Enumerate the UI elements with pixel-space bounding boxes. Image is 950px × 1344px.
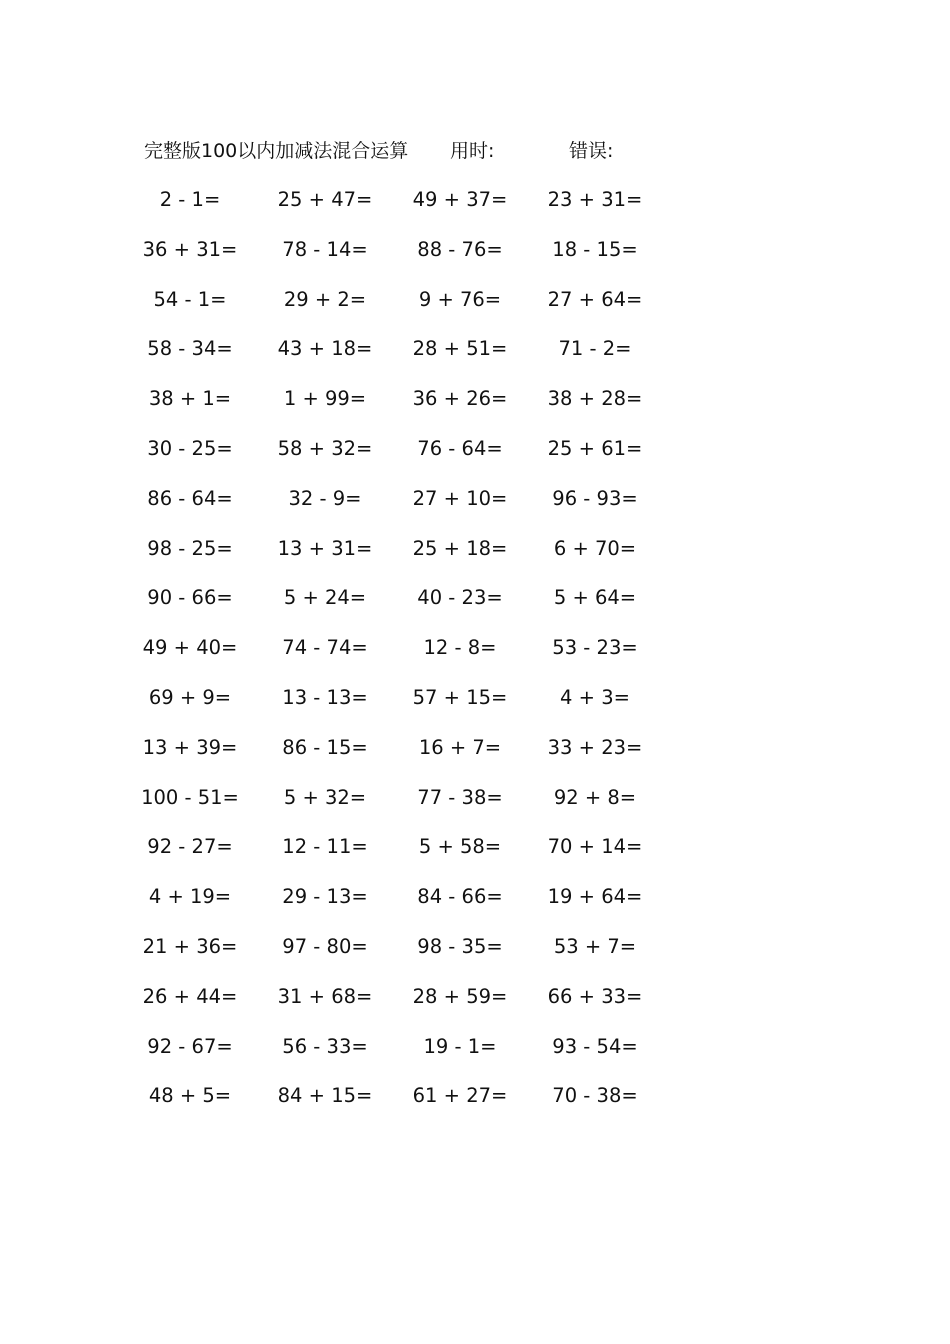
problem-row: [140, 186, 660, 236]
math-problem: 71 - 2=: [558, 337, 632, 361]
problem-row: [140, 983, 660, 1033]
problem-row: [140, 883, 660, 933]
math-problem: 5 + 32=: [283, 785, 367, 809]
math-problem: 1 + 99=: [283, 387, 367, 411]
math-problem: 23 + 31=: [547, 188, 643, 211]
math-problem: 4 + 19=: [148, 885, 232, 909]
math-problem: 12 - 11=: [282, 835, 368, 859]
math-problem: 31 + 68=: [277, 984, 373, 1008]
math-problem: 97 - 80=: [282, 934, 368, 958]
problem-row: [140, 734, 660, 784]
math-problem: 90 - 66=: [147, 586, 233, 610]
math-problem: 58 - 34=: [147, 337, 233, 361]
problem-row: [140, 236, 660, 286]
math-problem: 43 + 18=: [277, 337, 373, 361]
math-problem: 28 + 51=: [412, 337, 508, 361]
math-problem: 38 + 1=: [148, 387, 232, 411]
math-problem: 76 - 64=: [417, 436, 503, 460]
errors-label: 错误:: [569, 140, 614, 162]
math-problem: 36 + 26=: [412, 387, 508, 411]
math-problem: 4 + 3=: [560, 685, 630, 709]
problem-row: [140, 535, 660, 585]
problem-row: [140, 335, 660, 385]
problem-row: [140, 435, 660, 485]
problem-row: [140, 684, 660, 734]
time-label: 用时:: [450, 140, 495, 162]
math-problem: 6 + 70=: [553, 536, 637, 560]
math-problem: 54 - 1=: [153, 287, 227, 311]
math-problem: 12 - 8=: [423, 636, 497, 660]
math-problem: 25 + 61=: [547, 436, 643, 460]
math-problem: 13 + 31=: [277, 536, 373, 560]
math-problem: 58 + 32=: [277, 436, 373, 460]
problem-row: [140, 634, 660, 684]
math-problem: 49 + 37=: [412, 188, 508, 211]
math-problem: 38 + 28=: [547, 387, 643, 411]
math-problem: 32 - 9=: [288, 486, 362, 510]
math-problem: 77 - 38=: [417, 785, 503, 809]
math-problem: 66 + 33=: [547, 984, 643, 1008]
problem-row: [140, 784, 660, 834]
math-problem: 88 - 76=: [417, 237, 503, 261]
math-problem: 21 + 36=: [142, 934, 238, 958]
math-problem: 69 + 9=: [148, 685, 232, 709]
problem-row: [140, 286, 660, 336]
math-problem: 98 - 25=: [147, 536, 233, 560]
math-problem: 30 - 25=: [147, 436, 233, 460]
math-problem: 18 - 15=: [552, 237, 638, 261]
math-problem: 96 - 93=: [552, 486, 638, 510]
math-problem: 86 - 64=: [147, 486, 233, 510]
math-problem: 78 - 14=: [282, 237, 368, 261]
math-problem: 26 + 44=: [142, 984, 238, 1008]
problem-row: [140, 833, 660, 883]
math-problem: 84 + 15=: [277, 1084, 373, 1108]
math-problem: 61 + 27=: [412, 1084, 508, 1108]
math-problem: 100 - 51=: [141, 785, 239, 809]
math-problem: 5 + 58=: [418, 835, 502, 859]
math-problem: 74 - 74=: [282, 636, 368, 660]
math-problem: 5 + 24=: [283, 586, 367, 610]
math-problem: 27 + 10=: [412, 486, 508, 510]
math-problem: 57 + 15=: [412, 685, 508, 709]
math-problem: 19 + 64=: [547, 885, 643, 909]
math-problem: 29 + 2=: [283, 287, 367, 311]
math-problem: 27 + 64=: [547, 287, 643, 311]
math-problem: 5 + 64=: [553, 586, 637, 610]
math-problem: 13 + 39=: [142, 735, 238, 759]
problem-row: [140, 385, 660, 435]
math-problem: 93 - 54=: [552, 1034, 638, 1058]
problem-grid: [140, 186, 660, 1132]
math-problem: 40 - 23=: [417, 586, 503, 610]
math-problem: 53 - 23=: [552, 636, 638, 660]
math-problem: 56 - 33=: [282, 1034, 368, 1058]
problem-row: [140, 1082, 660, 1132]
math-problem: 29 - 13=: [282, 885, 368, 909]
math-problem: 92 - 27=: [147, 835, 233, 859]
math-problem: 92 - 67=: [147, 1034, 233, 1058]
math-problem: 33 + 23=: [547, 735, 643, 759]
math-problem: 98 - 35=: [417, 934, 503, 958]
math-problem: 36 + 31=: [142, 237, 238, 261]
math-problem: 25 + 47=: [277, 188, 373, 211]
math-problem: 25 + 18=: [412, 536, 508, 560]
math-problem: 84 - 66=: [417, 885, 503, 909]
math-problem: 9 + 76=: [418, 287, 502, 311]
problem-row: [140, 485, 660, 535]
math-problem: 13 - 13=: [282, 685, 368, 709]
problem-row: [140, 584, 660, 634]
math-problem: 49 + 40=: [142, 636, 238, 660]
math-problem: 19 - 1=: [423, 1034, 497, 1058]
math-problem: 2 - 1=: [159, 188, 221, 211]
math-problem: 48 + 5=: [148, 1084, 232, 1108]
math-problem: 53 + 7=: [553, 934, 637, 958]
problem-row: [140, 1033, 660, 1083]
problem-row: [140, 933, 660, 983]
math-problem: 92 + 8=: [553, 785, 637, 809]
math-problem: 28 + 59=: [412, 984, 508, 1008]
math-problem: 16 + 7=: [418, 735, 502, 759]
math-problem: 70 + 14=: [547, 835, 643, 859]
math-problem: 70 - 38=: [552, 1084, 638, 1108]
worksheet-title: 完整版100以内加减法混合运算: [144, 140, 409, 162]
math-problem: 86 - 15=: [282, 735, 368, 759]
